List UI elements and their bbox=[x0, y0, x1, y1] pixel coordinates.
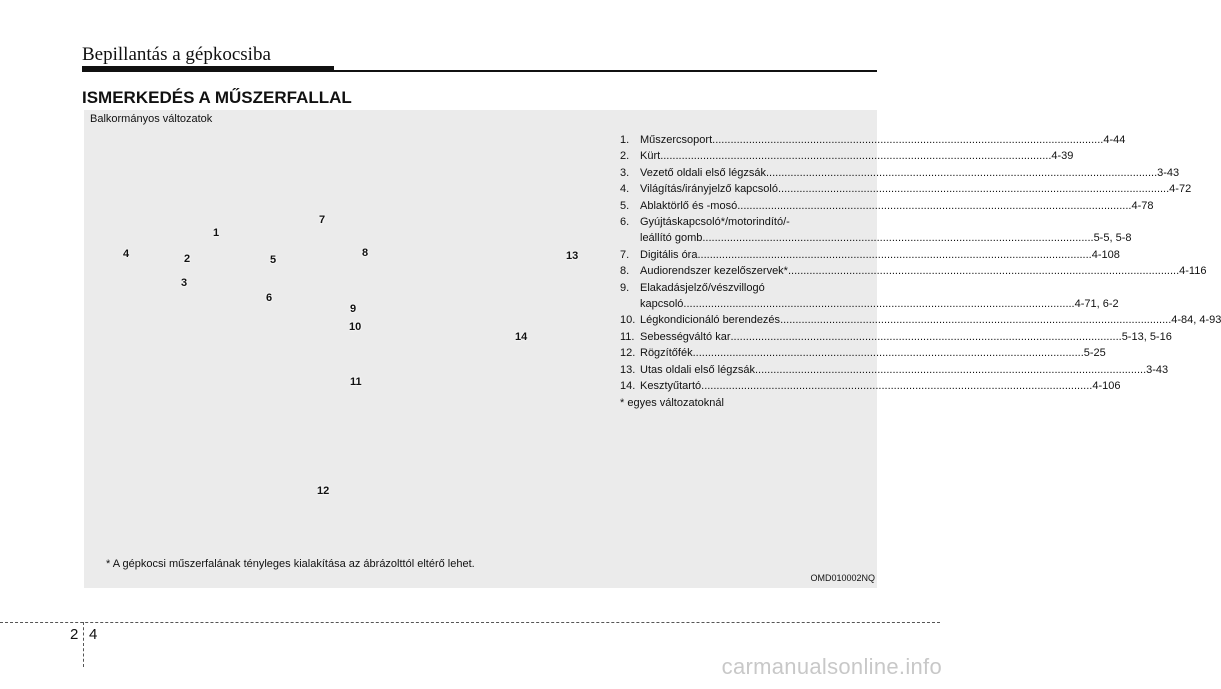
legend-item: 1. Műszercsoport ..... 4-44 bbox=[620, 132, 868, 148]
section-title: ISMERKEDÉS A MŰSZERFALLAL bbox=[82, 88, 352, 107]
callout-4: 4 bbox=[123, 248, 130, 260]
header-title: Bepillantás a gépkocsiba bbox=[82, 44, 271, 65]
page-number: 4 bbox=[89, 626, 98, 643]
callout-3: 3 bbox=[181, 277, 188, 289]
header-rule-thick bbox=[82, 66, 334, 72]
figure-caption: Balkormányos változatok bbox=[90, 113, 213, 125]
header-rule-thin bbox=[334, 70, 877, 72]
callout-6: 6 bbox=[266, 292, 273, 304]
image-code: OMD010002NQ bbox=[810, 573, 875, 583]
callout-13: 13 bbox=[566, 250, 579, 262]
dashboard-figure-panel bbox=[84, 110, 1221, 588]
legend-item: 9. Elakadásjelző/vészvillogó kapcsoló ..... 4-71, 6-2 bbox=[620, 280, 868, 313]
callout-11: 11 bbox=[350, 376, 362, 388]
callout-9: 9 bbox=[350, 303, 357, 315]
legend-item: 10. Légkondicionáló berendezés ..... 4-84, 4-93 bbox=[620, 312, 868, 328]
callout-10: 10 bbox=[349, 321, 362, 333]
watermark-text: carmanualsonline.info bbox=[721, 654, 942, 679]
legend-item: 11. Sebességváltó kar ..... 5-13, 5-16 bbox=[620, 329, 868, 345]
page-chapter-number: 2 bbox=[70, 626, 79, 643]
legend-item: 2. Kürt ..... 4-39 bbox=[620, 148, 868, 164]
callout-2: 2 bbox=[184, 253, 191, 265]
legend-item: 8. Audiorendszer kezelőszervek* ..... 4-116 bbox=[620, 263, 868, 279]
callout-7: 7 bbox=[319, 214, 326, 226]
callout-5: 5 bbox=[270, 254, 277, 266]
legend-item: 6. Gyújtáskapcsoló*/motorindító/- leállító gomb ..... 5-5, 5-8 bbox=[620, 214, 868, 247]
legend-item: 4. Világítás/irányjelző kapcsoló ..... 4-72 bbox=[620, 181, 868, 197]
legend-item: 14. Kesztyűtartó ..... 4-106 bbox=[620, 378, 868, 394]
figure-footnote: * A gépkocsi műszerfalának tényleges kialakítása az ábrázolttól eltérő lehet. bbox=[106, 558, 475, 570]
legend-item: 7. Digitális óra. ..... 4-108 bbox=[620, 247, 868, 263]
footer-dashed-divider bbox=[83, 622, 84, 667]
legend-item: 12. Rögzítőfék ..... 5-25 bbox=[620, 345, 868, 361]
component-legend bbox=[620, 132, 1221, 411]
legend-item: 5. Ablaktörlő és -mosó. ..... 4-78 bbox=[620, 198, 868, 214]
callout-1: 1 bbox=[213, 227, 220, 239]
callout-14: 14 bbox=[515, 331, 528, 343]
callout-12: 12 bbox=[317, 485, 330, 497]
footer-dashed-rule bbox=[0, 622, 940, 623]
legend-item: 13. Utas oldali első légzsák ..... 3-43 bbox=[620, 362, 868, 378]
legend-item: 3. Vezető oldali első légzsák ..... 3-43 bbox=[620, 165, 868, 181]
callout-8: 8 bbox=[362, 247, 369, 259]
legend-note: * egyes változatoknál bbox=[620, 396, 724, 409]
